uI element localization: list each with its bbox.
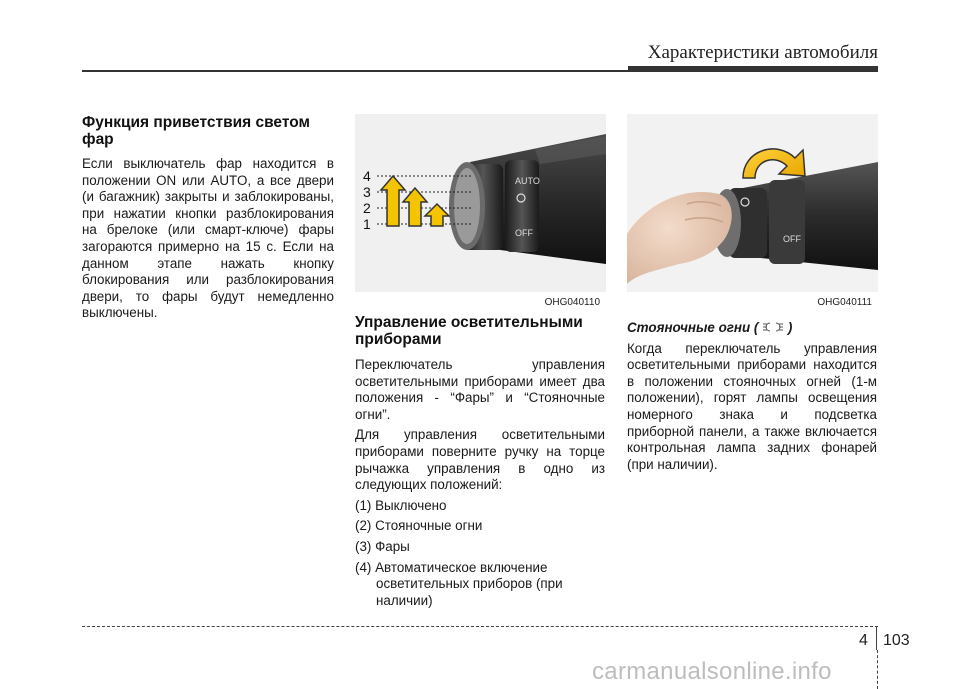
parking-light-symbol-icon	[762, 321, 784, 333]
page-number: 103	[883, 632, 910, 649]
position-item-parking: (2) Стояночные огни	[355, 518, 483, 534]
light-control-intro: Переключатель управления осветительными приборами имеет два положения - “Фары” и “Стояночные огни”.	[355, 357, 605, 422]
light-control-heading: Управление осветительными приборами	[355, 314, 583, 348]
page-header-title: Характеристики автомобиля	[647, 42, 878, 63]
position-number-3: 3	[363, 184, 371, 200]
parking-lights-text: Когда переключатель управления осветительными приборами находится в положении стояночных огней (1-м положении), горят лампы освещения номерного знака и подсветка приборной панели, а также включается контрольная лампа задних фонарей (при наличии).	[627, 340, 877, 472]
footer-separator	[876, 626, 877, 650]
footer-guide-line	[877, 650, 878, 689]
parking-lights-subtitle	[627, 320, 877, 337]
position-number-4: 4	[363, 168, 371, 184]
footer-rule	[82, 626, 878, 627]
position-item-auto: (4) Автоматическое включение осветительных приборов (при наличии)	[355, 559, 563, 608]
switch-label-off: OFF	[515, 228, 533, 238]
position-item-headlights: (3) Фары	[355, 538, 410, 554]
position-number-1: 1	[363, 216, 371, 232]
welcome-light-heading: Функция приветствия светом фар	[82, 114, 310, 148]
watermark: carmanualsonline.info	[592, 658, 832, 685]
figure-code-left: OHG040110	[544, 297, 600, 308]
position-number-2: 2	[363, 200, 371, 216]
position-item-off: (1) Выключено	[355, 497, 447, 513]
light-switch-positions-figure	[355, 114, 606, 310]
parking-lights-switch-figure	[627, 114, 878, 310]
switch-label-auto: AUTO	[515, 176, 540, 186]
chapter-number: 4	[859, 632, 868, 649]
figure-code-right: OHG040111	[817, 297, 872, 308]
header-rule-accent	[628, 66, 878, 72]
switch-label-off-right: OFF	[783, 234, 801, 244]
welcome-light-section	[82, 114, 334, 322]
light-control-section	[355, 314, 605, 613]
parking-lights-subtitle-close: )	[787, 320, 793, 335]
parking-lights-section	[627, 320, 877, 473]
parking-lights-subtitle-text: Стояночные огни (	[627, 320, 759, 335]
welcome-light-text: Если выключатель фар находится в положении ON или AUTO, а все двери (и багажник) закрыты и заблокированы, при нажатии кнопки разблокирования на брелоке (или смарт-ключе) фары загораются примерно на 15 с. Если на данном этапе нажать кнопку блокирования или разблокирования двери, то фары будут немедленно выключены.	[82, 156, 334, 321]
light-control-instructions: Для управления осветительными приборами поверните ручку на торце рычажка управления в одно из следующих положений:	[355, 427, 605, 493]
